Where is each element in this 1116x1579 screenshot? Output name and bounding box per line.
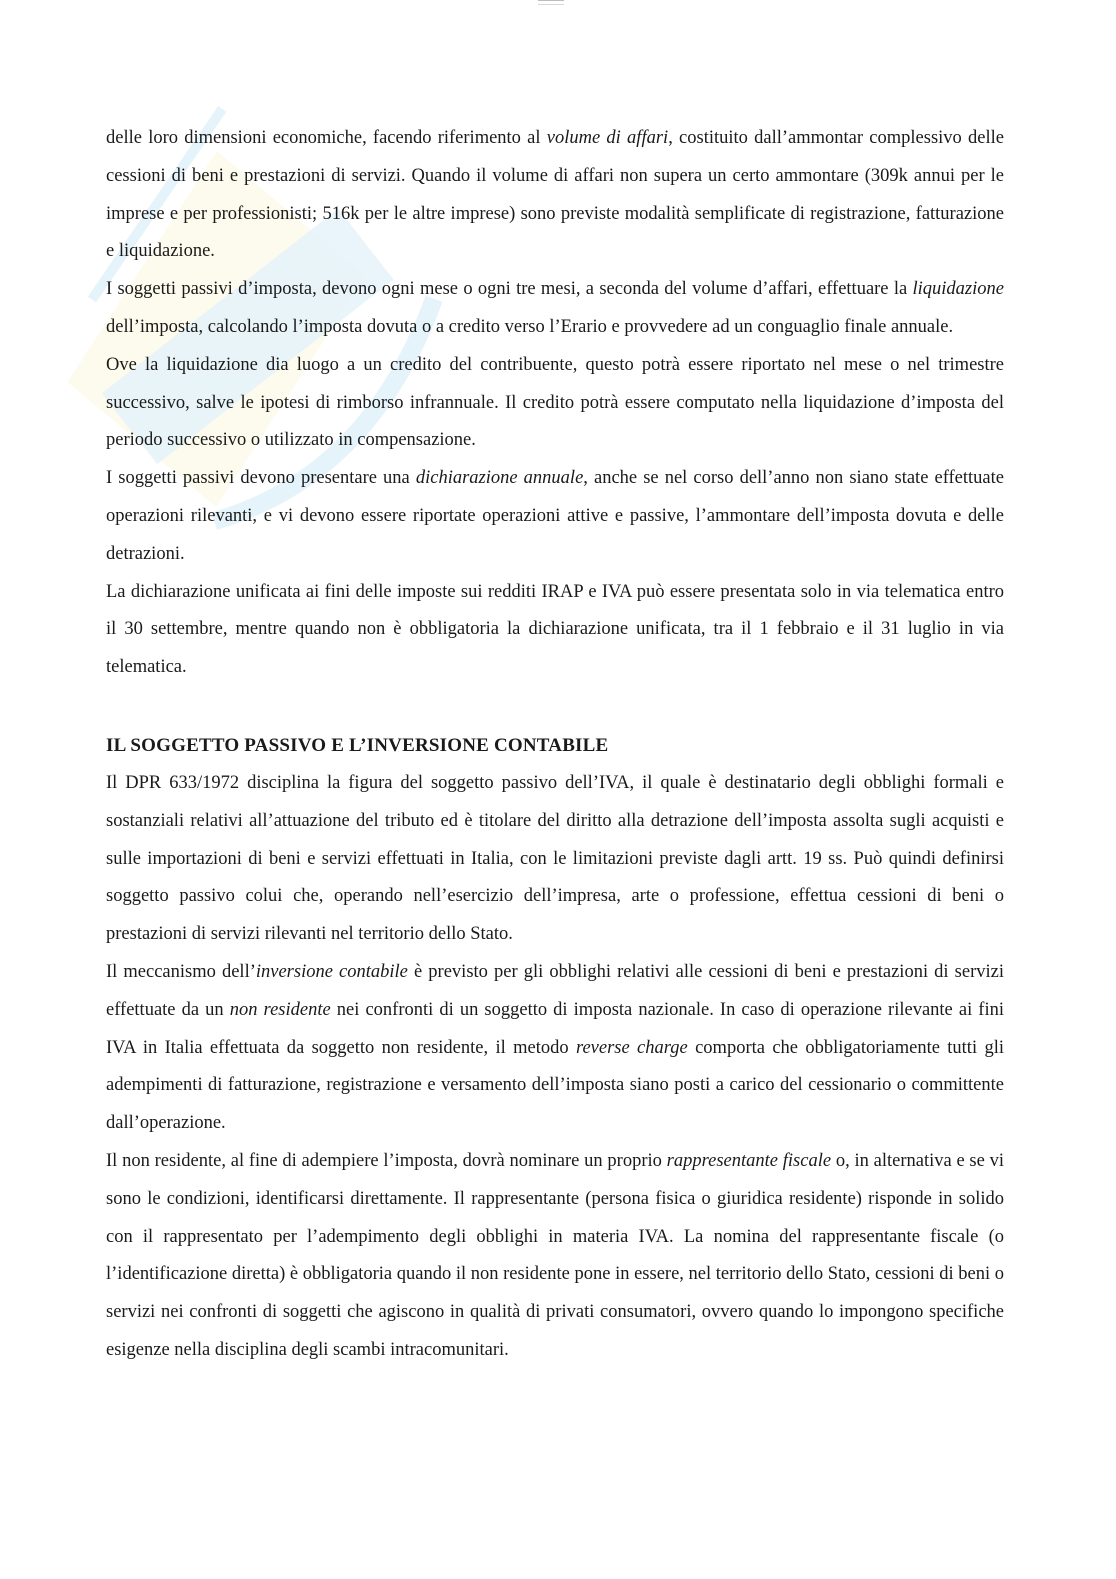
italic-term: inversione contabile [255,961,408,982]
italic-term: liquidazione [912,279,1004,300]
italic-term: rappresentante fiscale [666,1150,832,1171]
text-run: nei confronti di un soggetto di imposta nazionale. In caso di operazione rilevante ai fini IVA in Italia effettuata da soggetto non residente, il metodo [106,999,1004,1058]
text-run: Il DPR 633/1972 disciplina la figura del soggetto passivo dell’IVA, il quale è destinatario degli obblighi formali e sostanziali relativi all’attuazione del tributo ed è titolare del diritto alla detrazione dell’imposta assolta sugli acquisti e sulle importazioni di beni e servizi effettuati in Italia, con le limitazioni previste dagli artt. 19 ss. Può quindi definirsi soggetto passivo colui che, operando nell’esercizio dell’impresa, arte o professione, effettua cessioni di beni o prestazioni di servizi rilevanti nel territorio dello Stato. [106,772,1004,945]
paragraph [106,271,1004,347]
section-iva-obligations [106,120,1004,687]
section-soggetto-passivo [106,765,1004,1370]
paragraph [106,954,1004,1143]
paragraph [106,574,1004,687]
text-run: è previsto per gli obblighi relativi alle cessioni di beni e prestazioni di servizi effettuate da un [106,961,1004,1020]
italic-term: volume di affari [546,128,669,148]
text-run: dell’imposta, calcolando l’imposta dovuta o a credito verso l’Erario e provvedere ad un conguaglio finale annuale. [106,316,954,337]
italic-term: dichiarazione annuale [415,468,584,489]
paragraph [106,1143,1004,1370]
italic-term: non residente [229,999,331,1020]
text-run: I soggetti passivi d’imposta, devono ogni mese o ogni tre mesi, a seconda del volume d’affari, effettuare la [106,279,913,300]
text-run: delle loro dimensioni economiche, facendo riferimento al [106,128,547,148]
paragraph [106,460,1004,573]
italic-term: reverse charge [575,1037,688,1058]
document-page [106,120,1004,1370]
text-run: I soggetti passivi devono presentare una [106,468,416,489]
text-run: La dichiarazione unificata ai fini delle imposte sui redditi IRAP e IVA può essere presentata solo in via telematica entro il 30 settembre, mentre quando non è obbligatoria la dichiarazione unificata, tra il 1 febbraio e il 31 luglio in via telematica. [106,581,1004,678]
text-run: comporta che obbligatoriamente tutti gli adempimenti di fatturazione, registrazione e versamento dell’imposta siano posti a carico del cessionario o committente dall’operazione. [106,1037,1004,1134]
text-run: , costituito dall’ammontar complessivo delle cessioni di beni e prestazioni di servizi. Quando il volume di affari non supera un certo ammontare (309k annui per le imprese e per professionisti; 516k per le altre imprese) sono previste modalità semplificate di registrazione, fatturazione e liquidazione. [106,128,1004,262]
text-run: Ove la liquidazione dia luogo a un credito del contribuente, questo potrà essere riportato nel mese o nel trimestre successivo, salve le ipotesi di rimborso infrannuale. Il credito potrà essere computato nella liquidazione d’imposta del periodo successivo o utilizzato in compensazione. [106,354,1004,451]
text-run: Il meccanismo dell’ [106,961,256,982]
page-header-mark [538,0,564,5]
text-run: o, in alternativa e se vi sono le condizioni, identificarsi direttamente. Il rappresentante (persona fisica o giuridica residente) risponde in solido con il rappresentato per l’adempimento degli obblighi in materia IVA. La nomina del rappresentante fiscale (o l’identificazione diretta) è obbligatoria quando il non residente pone in essere, nel territorio dello Stato, cessioni di beni o servizi nei confronti di soggetti che agiscono in qualità di privati consumatori, ovvero quando lo impongono specifiche esigenze nella disciplina degli scambi intracomunitari. [106,1150,1005,1360]
paragraph [106,347,1004,460]
paragraph [106,120,1004,271]
text-run: , anche se nel corso dell’anno non siano state effettuate operazioni rilevanti, e vi devono essere riportate operazioni attive e passive, l’ammontare dell’imposta dovuta e delle detrazioni. [106,468,1004,564]
paragraph [106,765,1004,954]
section-heading: IL SOGGETTO PASSIVO E L’INVERSIONE CONTABILE [106,734,609,756]
text-run: Il non residente, al fine di adempiere l’imposta, dovrà nominare un proprio [106,1150,667,1171]
